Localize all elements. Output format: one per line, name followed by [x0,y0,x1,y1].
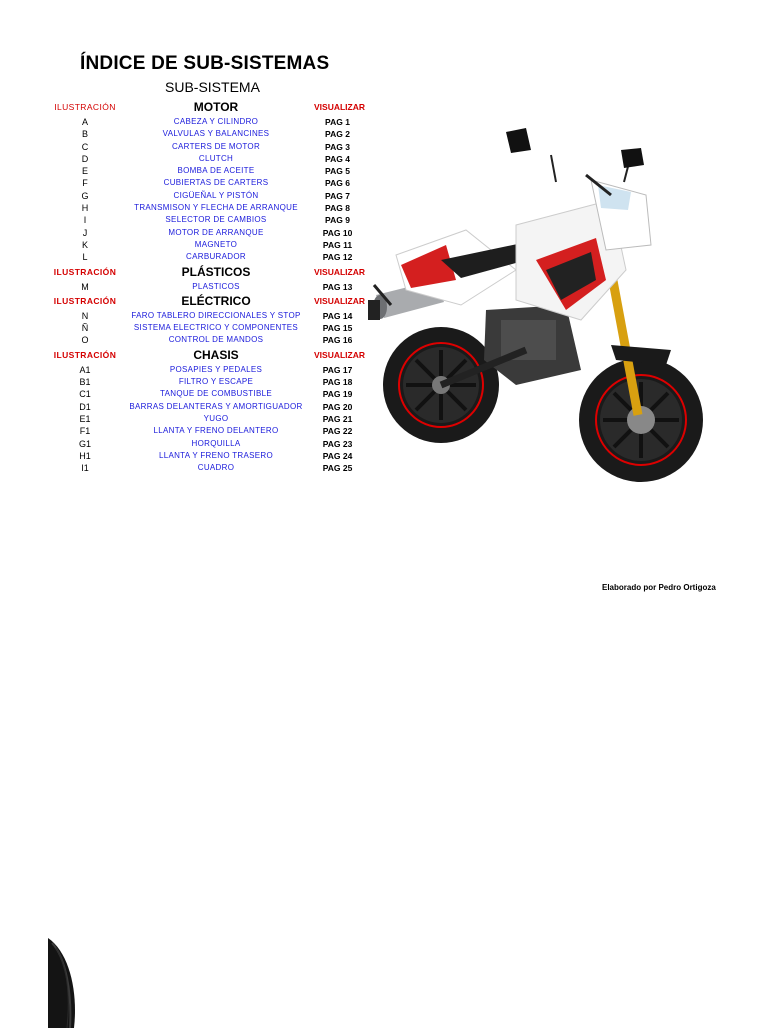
item-link[interactable]: CLUTCH [198,153,234,163]
item-link[interactable]: CUBIERTAS DE CARTERS [163,178,269,188]
index-row [48,141,365,153]
index-row [48,202,365,214]
index-row [48,214,365,226]
section-title: CHASIS [193,347,239,362]
page-link[interactable]: PAG 25 [322,463,353,474]
index-row [48,425,365,437]
page-link[interactable]: PAG 13 [322,281,353,292]
page-link[interactable]: PAG 5 [325,166,350,177]
item-link[interactable]: CUADRO [197,463,235,473]
index-row [48,281,365,293]
index-row [48,322,365,334]
item-code: O [81,335,89,346]
index-row [48,128,365,140]
item-link[interactable]: CABEZA Y CILINDRO [173,117,259,126]
item-code: C [81,141,89,152]
item-code: D1 [79,401,91,412]
index-row [48,376,365,388]
page-link[interactable]: PAG 2 [325,129,350,140]
tire-image [30,938,80,1028]
page-link[interactable]: PAG 18 [322,377,353,388]
section-title: MOTOR [193,100,239,114]
visualizar-label: VISUALIZAR [314,295,365,306]
subsystem-index-table [48,99,365,474]
item-link[interactable]: VALVULAS Y BALANCINES [162,129,270,139]
section-title: ELÉCTRICO [181,293,251,308]
item-link[interactable]: CIGÜEÑAL Y PISTÓN [173,190,259,200]
index-row [48,388,365,400]
index-row [48,401,365,413]
page-link[interactable]: PAG 4 [325,153,350,164]
visualizar-label: VISUALIZAR [314,349,365,360]
page-title: ÍNDICE DE SUB-SISTEMAS [80,53,330,74]
index-row [48,413,365,425]
item-code: H1 [79,450,91,461]
page-link[interactable]: PAG 11 [322,239,353,250]
page-link[interactable]: PAG 1 [325,117,350,127]
item-code: B1 [79,377,91,388]
index-row [48,177,365,189]
item-code: K [81,239,88,250]
section-header [48,264,365,281]
page-link[interactable]: PAG 17 [322,364,353,375]
page-link[interactable]: PAG 12 [322,252,353,263]
ilustracion-label: ILUSTRACIÓN [54,102,116,112]
item-code: I [83,215,87,226]
item-code: Ñ [81,323,89,334]
index-row [48,364,365,376]
page-link[interactable]: PAG 23 [322,438,353,449]
item-link[interactable]: LLANTA Y FRENO TRASERO [158,450,274,460]
item-code: J [82,227,88,238]
item-link[interactable]: MAGNETO [194,239,238,249]
item-code: N [81,310,89,321]
index-row [48,450,365,462]
page-link[interactable]: PAG 19 [322,389,353,400]
page-link[interactable]: PAG 9 [325,215,350,226]
index-row [48,227,365,239]
item-code: M [81,281,89,292]
item-link[interactable]: POSAPIES Y PEDALES [169,364,263,374]
table-subtitle: SUB-SISTEMA [165,79,260,95]
index-row [48,165,365,177]
item-code: D [81,153,89,164]
page-link[interactable]: PAG 20 [322,401,353,412]
visualizar-label: VISUALIZAR [314,102,365,112]
index-row [48,251,365,263]
item-code: G [81,190,89,201]
page-link[interactable]: PAG 3 [325,141,350,152]
item-link[interactable]: PLASTICOS [192,281,240,291]
item-code: A1 [79,364,91,375]
item-code: A [81,117,88,127]
item-link[interactable]: TANQUE DE COMBUSTIBLE [160,389,272,399]
index-row [48,334,365,346]
section-header [48,347,365,364]
ilustracion-label: ILUSTRACIÓN [53,349,117,360]
item-link[interactable]: BOMBA DE ACEITE [177,166,255,176]
item-code: F [82,178,88,189]
index-row [48,116,365,128]
author-credit: Elaborado por Pedro Ortigoza [602,583,716,592]
item-link[interactable]: BARRAS DELANTERAS Y AMORTIGUADOR [129,401,303,411]
item-code: G1 [78,438,91,449]
item-link[interactable]: CARTERS DE MOTOR [171,141,261,151]
item-link[interactable]: CARBURADOR [186,252,246,262]
index-row [48,190,365,202]
index-row [48,438,365,450]
index-row [48,239,365,251]
section-header [48,293,365,310]
ilustracion-label: ILUSTRACIÓN [53,295,117,306]
page-link[interactable]: PAG 15 [322,323,353,334]
page-link[interactable]: PAG 16 [322,335,353,346]
page-link[interactable]: PAG 7 [325,190,350,201]
index-row [48,462,365,474]
item-link[interactable]: CONTROL DE MANDOS [168,335,264,345]
page-link[interactable]: PAG 10 [322,227,353,238]
item-link[interactable]: FARO TABLERO DIRECCIONALES Y STOP [131,310,301,320]
item-link[interactable]: YUGO [203,413,229,423]
item-link[interactable]: TRANSMISON Y FLECHA DE ARRANQUE [134,203,298,213]
section-title: PLÁSTICOS [181,264,251,279]
page-link[interactable]: PAG 24 [322,450,353,461]
page-link[interactable]: PAG 14 [322,310,353,321]
item-code: B [81,129,88,140]
page-link[interactable]: PAG 6 [325,178,350,189]
item-code: E [81,166,88,177]
item-link[interactable]: MOTOR DE ARRANQUE [168,227,264,237]
ilustracion-label: ILUSTRACIÓN [53,266,117,277]
item-link[interactable]: FILTRO Y ESCAPE [178,377,254,387]
item-link[interactable]: SELECTOR DE CAMBIOS [165,215,267,225]
index-row [48,310,365,322]
item-code: I1 [81,463,89,474]
section-header [48,99,365,116]
item-code: L [82,252,88,263]
item-link[interactable]: SISTEMA ELECTRICO Y COMPONENTES [133,323,299,333]
page-link[interactable]: PAG 21 [322,413,353,424]
motorcycle-image [366,120,706,505]
index-row [48,153,365,165]
page-link[interactable]: PAG 8 [325,203,350,214]
item-link[interactable]: LLANTA Y FRENO DELANTERO [153,426,279,436]
visualizar-label: VISUALIZAR [314,266,365,277]
item-code: C1 [79,389,91,400]
page-link[interactable]: PAG 22 [322,426,353,437]
item-code: H [81,203,89,214]
item-code: E1 [79,413,91,424]
item-link[interactable]: HORQUILLA [191,438,241,448]
item-code: F1 [79,426,91,437]
